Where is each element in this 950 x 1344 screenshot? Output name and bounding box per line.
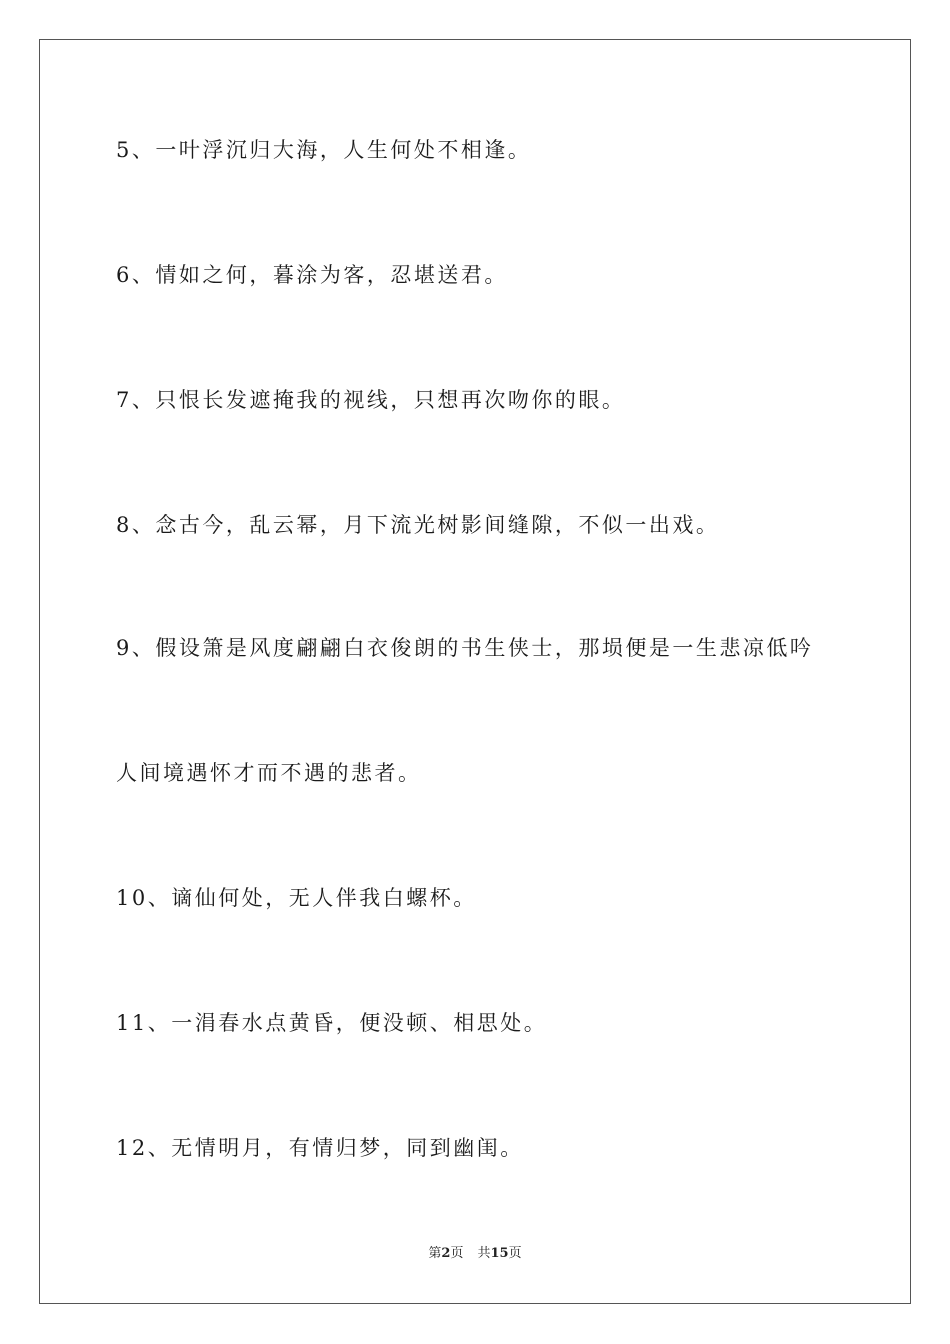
text-line-12: 12、无情明月，有情归梦，同到幽闺。: [116, 1136, 524, 1160]
text-line-11: 11、一涓春水点黄昏，便没顿、相思处。: [116, 1011, 548, 1035]
current-page-number: 2: [441, 1246, 451, 1261]
text-line-7: 7、只恨长发遮掩我的视线，只想再次吻你的眼。: [116, 388, 626, 412]
page-footer: [0, 1246, 950, 1262]
total-pages-number: 15: [490, 1246, 509, 1261]
footer-prefix: 第: [428, 1246, 442, 1261]
text-line-5: 5、一叶浮沉归大海，人生何处不相逢。: [116, 138, 532, 162]
footer-page-suffix: 页: [450, 1246, 464, 1261]
text-line-9b: 人间境遇怀才而不遇的悲者。: [116, 761, 422, 785]
page-frame: [39, 39, 911, 1304]
footer-total-suffix: 页: [508, 1246, 522, 1261]
footer-total-prefix: 共: [477, 1246, 491, 1261]
text-line-10: 10、谪仙何处，无人伴我白螺杯。: [116, 886, 477, 910]
text-line-8: 8、念古今，乱云幂，月下流光树影间缝隙，不似一出戏。: [116, 513, 720, 537]
text-line-9a: 9、假设箫是风度翩翩白衣俊朗的书生侠士，那埙便是一生悲凉低吟: [116, 636, 814, 660]
text-line-6: 6、情如之何，暮涂为客，忍堪送君。: [116, 263, 508, 287]
